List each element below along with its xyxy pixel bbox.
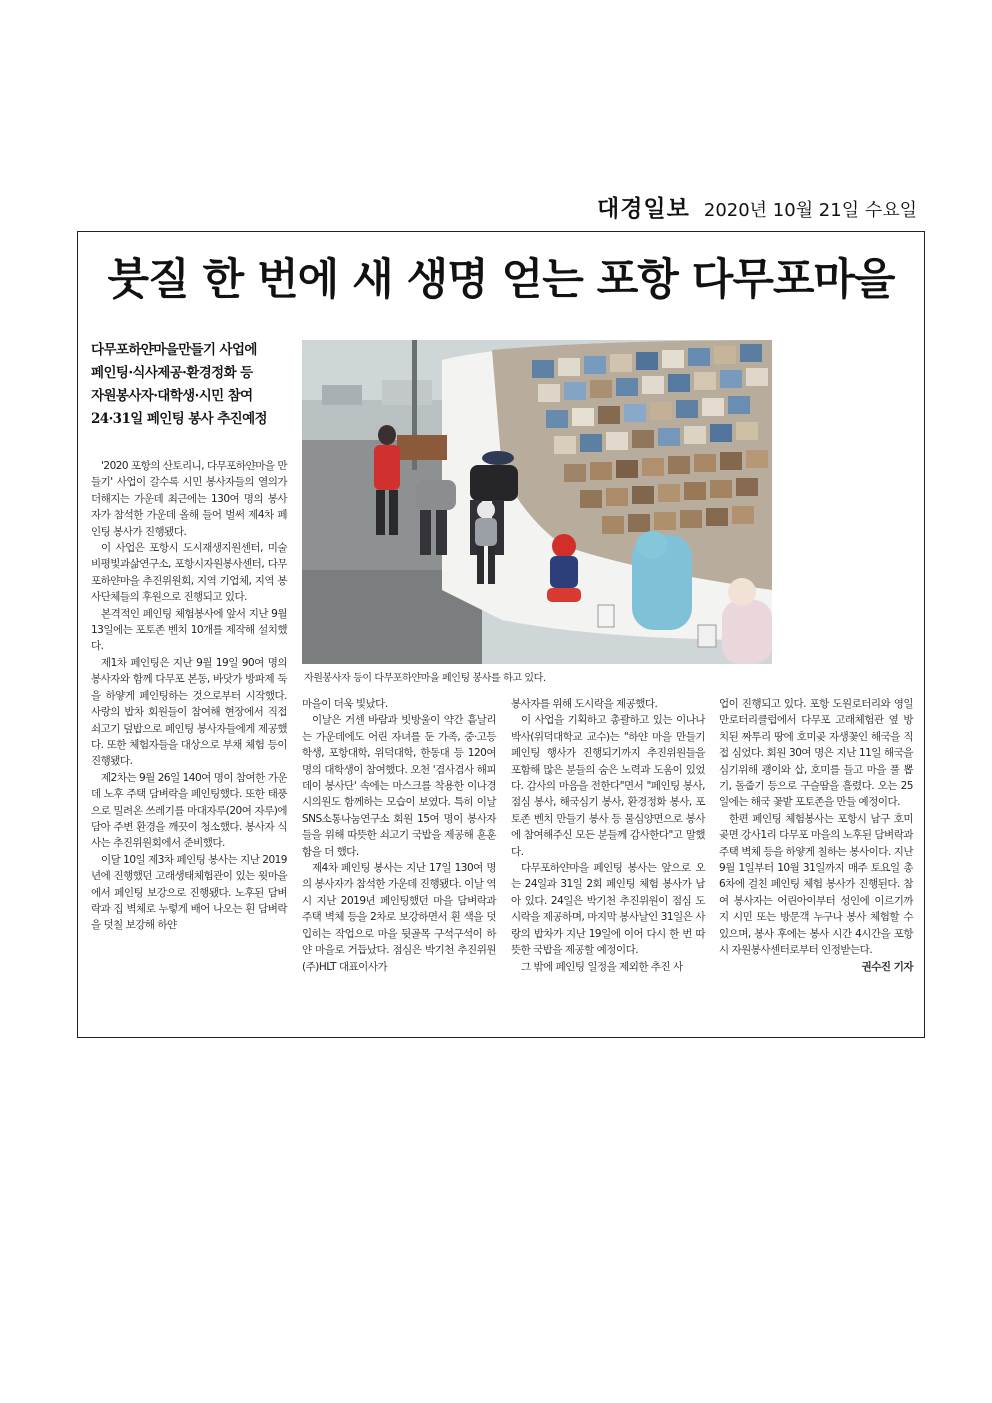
paragraph: 봉사자를 위해 도시락을 제공했다.	[511, 698, 658, 710]
paragraph: 이 사업은 포항시 도시재생지원센터, 미술비평빛과삶연구소, 포항시자원봉사센터, 다무포하얀마을 추진위원회, 지역 기업체, 지역 봉사단체들의 후원으로 진행되고 있다.	[91, 542, 287, 604]
article-headline: 붓질 한 번에 새 생명 얻는 포항 다무포마을	[107, 255, 895, 305]
article-frame	[77, 231, 925, 1038]
paragraph: 다무포하얀마을 페인팅 봉사는 앞으로 오는 24일과 31일 2회 페인팅 체험 봉사가 남아 있다. 24일은 박기천 추진위원이 점심 도시락을 제공하며, 마지막 봉사날인 31일은 사랑의 밥차가 지난 19일에 이어 다시 한 번 따뜻한 국밥을 제공할 예정이다.	[511, 862, 705, 957]
subheadline-line: 24·31일 페인팅 봉사 추진예정	[91, 411, 267, 427]
paragraph-text: 한편 페인팅 체험봉사는 포항시 남구 호미곶면 강사1리 다무포 마을의 노후된 담벼락과 주택 벽체 등을 하얗게 칠하는 봉사이다. 지난 9월 1일부터 10월 31일까지 매주 토요일 총 6차에 걸친 페인팅 체험 봉사가 진행된다. 참여 봉사자는 어린아이부터 성인에 이르기까지 시민 또는 방문객 누구나 봉사 체험할 수 있으며, 봉사 후에는 봉사 시간 4시간을 포항시 자원봉사센터로부터 인정받는다.	[719, 812, 913, 957]
paragraph: 제2차는 9월 26일 140여 명이 참여한 가운데 노후 주택 담벼락을 페인팅했다. 또한 태풍으로 밀려온 쓰레기를 마대자루(20여 자루)에 담아 주변 환경을 깨끗이 청소했다. 봉사자 식사는 추진위원회에서 준비했다.	[91, 771, 287, 850]
paragraph: '2020 포항의 산토리니, 다무포하얀마을 만들기' 사업이 갈수록 시민 봉사자들의 열의가 더해지는 가운데 최근에는 130여 명의 봉사자가 참석한 가운데 올해 들어 벌써 제4차 페인팅 봉사가 진행됐다.	[91, 460, 287, 538]
byline: 권수진 기자	[861, 960, 913, 973]
newspaper-name: 대경일보	[597, 196, 690, 222]
article-column-2	[302, 696, 496, 975]
article-column-3	[511, 696, 705, 975]
subheadline-block	[91, 339, 291, 431]
masthead	[597, 190, 917, 220]
subheadline-line: 페인팅·식사제공·환경정화 등	[91, 365, 253, 381]
paragraph: 제1차 페인팅은 지난 9월 19일 90여 명의 봉사자와 함께 다무포 본동, 바닷가 방파제 둑을 하얗게 페인팅하는 것으로부터 시작했다. 사랑의 밥차 회원들이 참여해 현장에서 직접 쇠고기 덮밥으로 페인팅 봉사자들에게 제공했다. 또한 체험자들을 대상으로 부채 체험 등이 진행됐다.	[91, 656, 287, 768]
photo-caption: 자원봉사자 등이 다무포하얀마을 페인팅 봉사를 하고 있다.	[304, 673, 546, 684]
paragraph: 업이 진행되고 있다. 포항 도원로터리와 영일만로터리클럽에서 다무포 고래체험관 옆 방치된 짜투리 땅에 호미곶 자생꽃인 해국을 직접 심었다. 회원 30여 명은 지난 11일 해국을 심기위해 괭이와 삽, 호미를 들고 마을 풀 뽑기, 돌줍기 등으로 구슬땀을 흘렸다. 오는 25일에는 해국 꽃밭 포토존을 만들 예정이다.	[719, 698, 913, 809]
article-column-1	[91, 458, 287, 934]
article-column-4	[719, 696, 913, 975]
article-photo	[302, 340, 772, 664]
subheadline-line: 자원봉사자·대학생·시민 참여	[91, 388, 253, 404]
paragraph: 본격적인 페인팅 체험봉사에 앞서 지난 9월 13일에는 포토존 벤치 10개를 제작해 설치했다.	[91, 607, 287, 653]
paragraph: 이날은 거센 바람과 빗방울이 약간 흩날리는 가운데에도 어린 자녀를 둔 가족, 중·고등학생, 포항대학, 위덕대학, 한동대 등 120여 명의 대학생이 참여했다. 오천 '겸사겸사 해피데이 봉사단' 속에는 마스크를 착용한 이나경 시의원도 함께하는 모습이 보였다. 특히 이날 SNS소통나눔연구소 회원 15여 명이 봉사자들을 위해 따뜻한 쇠고기 국밥을 제공해 훈훈함을 더 했다.	[302, 714, 496, 858]
subheadline-line: 다무포하얀마을만들기 사업에	[91, 342, 257, 358]
paragraph	[719, 811, 913, 973]
publication-date: 2020년 10월 21일 수요일	[703, 200, 917, 221]
paragraph: 마을이 더욱 빛났다.	[302, 698, 388, 710]
paragraph: 제4차 페인팅 봉사는 지난 17일 130여 명의 봉사자가 참석한 가운데 진행됐다. 이날 역시 지난 2019년 페인팅했던 마을 담벼락과 주택 벽체 등을 2차로 보강하면서 흰 색을 덧입히는 작업으로 마을 뒷골목 구석구석이 하얀 마을로 거듭났다. 점심은 박기천 추진위원 (주)HLT 대표이사가	[302, 862, 496, 973]
paragraph: 그 밖에 페인팅 일정을 제외한 추진 사	[521, 960, 683, 973]
paragraph: 이달 10일 제3차 페인팅 봉사는 지난 2019년에 진행했던 고래생태체험관이 있는 윗마을에서 페인팅 보강으로 진행됐다. 노후된 담벼락과 집 벽체로 누렇게 배어 나오는 흰 담벼락을 덧칠 보강해 하얀	[91, 853, 287, 932]
paragraph: 이 사업을 기획하고 총괄하고 있는 이나나 박사(위덕대학교 교수)는 "하얀 마을 만들기 페인팅 행사가 진행되기까지 추진위원들을 포함해 많은 분들의 숨은 노력과 도움이 있었다. 감사의 마음을 전한다"면서 "페인팅 봉사, 점심 봉사, 해국심기 봉사, 환경정화 봉사, 포토존 벤치 만들기 봉사 등 물심양면으로 봉사에 참여해주신 모든 분들께 감사한다"고 말했다.	[511, 714, 705, 858]
